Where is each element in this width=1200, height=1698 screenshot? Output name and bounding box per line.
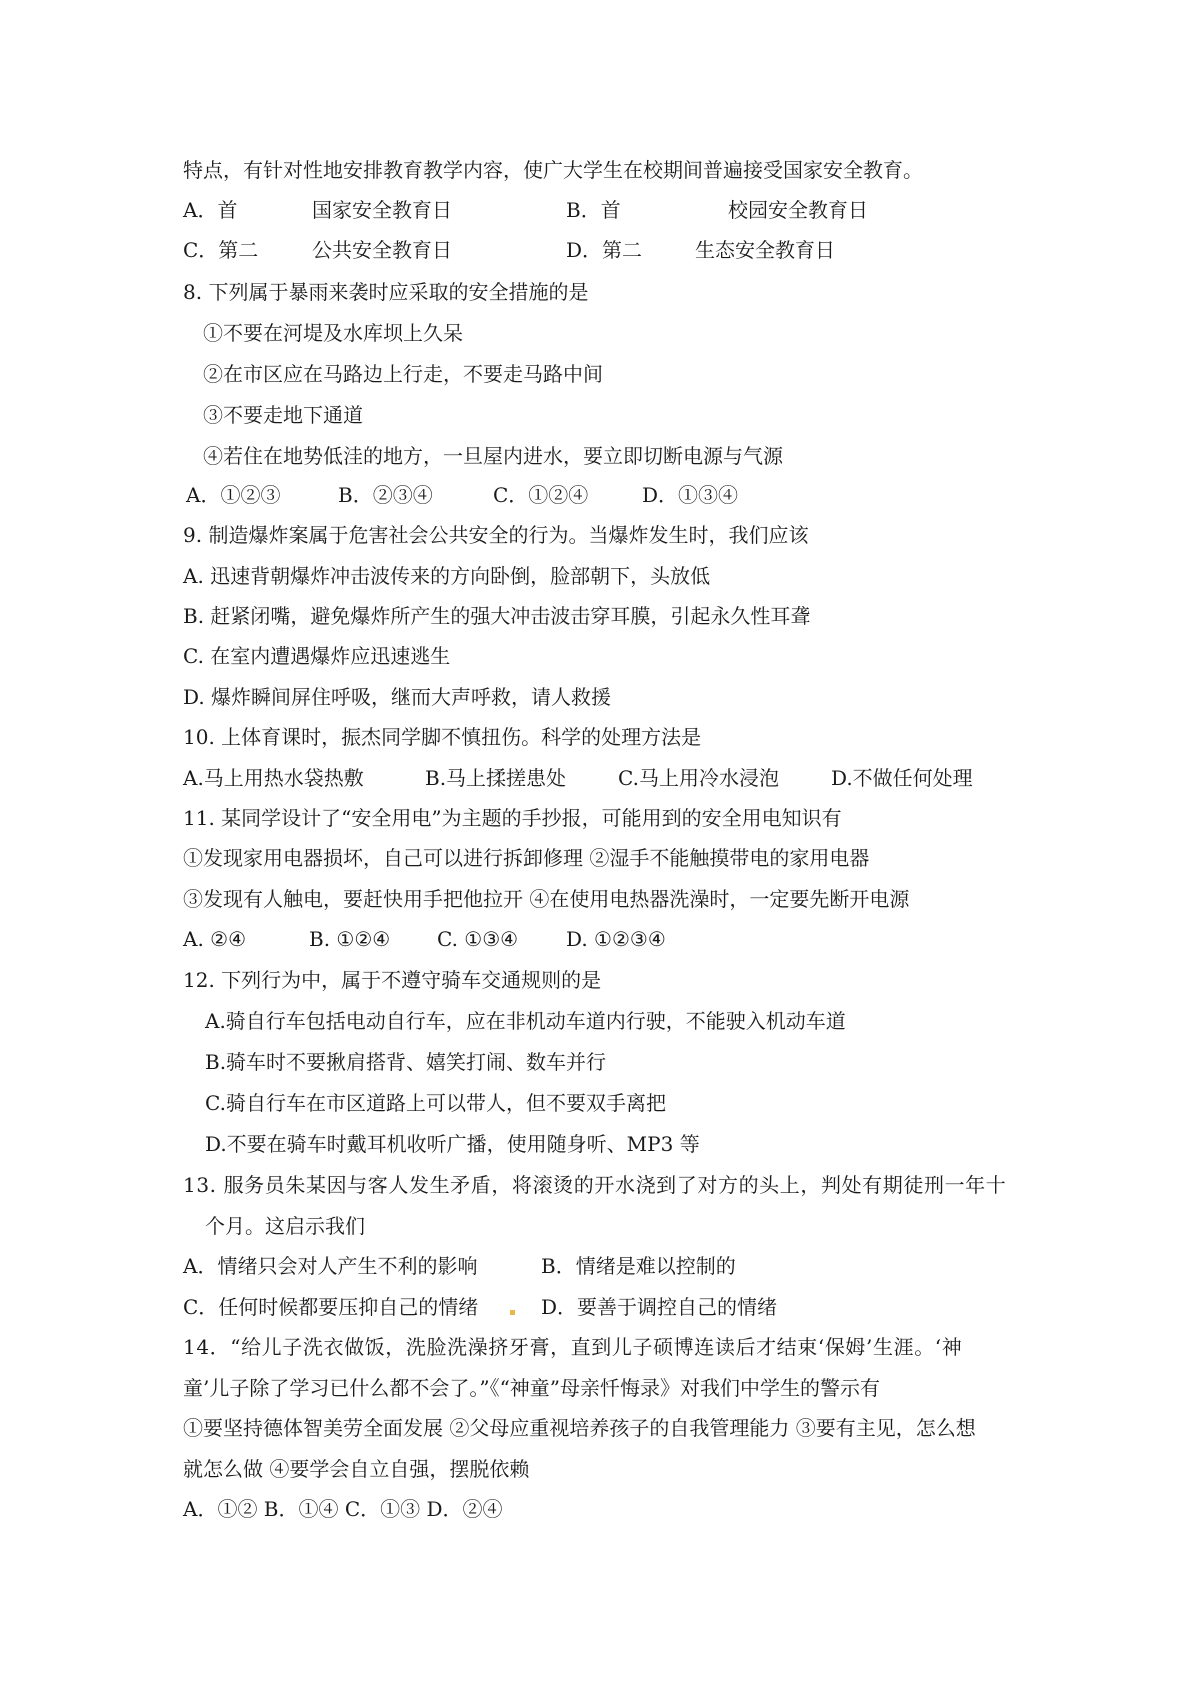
q10-option-b: B.马上揉搓患处 <box>425 766 567 790</box>
q13-stem-line-2: 个月。这启示我们 <box>205 1214 365 1238</box>
q14-items-line-1: ①要坚持德体智美劳全面发展 ②父母应重视培养孩子的自我管理能力 ③要有主见，怎么想 <box>183 1416 976 1440</box>
q10-stem: 10. 上体育课时，振杰同学脚不慎扭伤。科学的处理方法是 <box>183 725 702 749</box>
q9-option-c: C. 在室内遭遇爆炸应迅速逃生 <box>183 644 451 668</box>
q8-option-a: A．①②③ <box>186 483 281 507</box>
q10-option-d: D.不做任何处理 <box>831 766 973 790</box>
q14-items-line-2: 就怎么做 ④要学会自立自强，摆脱依赖 <box>183 1457 530 1481</box>
q7-option-a-key: A．首 <box>183 198 238 222</box>
q13-option-b: B．情绪是难以控制的 <box>541 1254 736 1278</box>
q7-option-c-key: C．第二 <box>183 238 259 262</box>
q8-item-2: ②在市区应在马路边上行走，不要走马路中间 <box>203 362 603 386</box>
q14-options: A．①② B．①④ C．①③ D．②④ <box>183 1497 503 1521</box>
q8-item-4: ④若住在地势低洼的地方，一旦屋内进水，要立即切断电源与气源 <box>203 444 783 468</box>
q7-option-c-text: 公共安全教育日 <box>312 238 452 262</box>
q14-stem-line-2: 童’儿子除了学习已什么都不会了。”《“神童”母亲忏悔录》对我们中学生的警示有 <box>183 1376 881 1400</box>
q8-option-c: C．①②④ <box>493 483 589 507</box>
q7-option-a-text: 国家安全教育日 <box>312 198 452 222</box>
q11-option-d: D. ①②③④ <box>566 927 666 951</box>
q7-option-b-key: B．首 <box>566 198 621 222</box>
q11-option-a: A. ②④ <box>183 927 247 951</box>
q8-option-b: B．②③④ <box>338 483 433 507</box>
stray-mark <box>510 1310 515 1315</box>
q11-option-c: C. ①③④ <box>437 927 519 951</box>
q12-option-c: C.骑自行车在市区道路上可以带人，但不要双手离把 <box>205 1091 666 1115</box>
q7-option-d-key: D．第二 <box>566 238 643 262</box>
q14-stem-line-1: 14．“给儿子洗衣做饭，洗脸洗澡挤牙膏，直到儿子硕博连读后才结束‘保姆’生涯。‘神 <box>183 1335 963 1359</box>
q12-option-b: B.骑车时不要揪肩搭背、嬉笑打闹、数车并行 <box>205 1050 607 1074</box>
q8-stem: 8. 下列属于暴雨来袭时应采取的安全措施的是 <box>183 280 589 304</box>
q12-stem: 12. 下列行为中，属于不遵守骑车交通规则的是 <box>183 968 602 992</box>
q13-option-c: C．任何时候都要压抑自己的情绪 <box>183 1295 479 1319</box>
q9-option-d: D. 爆炸瞬间屏住呼吸，继而大声呼救，请人救援 <box>183 685 612 709</box>
q9-option-b: B. 赶紧闭嘴，避免爆炸所产生的强大冲击波击穿耳膜，引起永久性耳聋 <box>183 604 811 628</box>
q9-option-a: A. 迅速背朝爆炸冲击波传来的方向卧倒，脸部朝下，头放低 <box>183 564 711 588</box>
q7-continuation: 特点，有针对性地安排教育教学内容，使广大学生在校期间普遍接受国家安全教育。 <box>183 158 923 182</box>
q7-option-b-text: 校园安全教育日 <box>728 198 868 222</box>
q11-items-line-1: ①发现家用电器损坏，自己可以进行拆卸修理 ②湿手不能触摸带电的家用电器 <box>183 846 870 870</box>
q12-option-a: A.骑自行车包括电动自行车，应在非机动车道内行驶，不能驶入机动车道 <box>205 1009 846 1033</box>
q11-option-b: B. ①②④ <box>309 927 391 951</box>
q10-option-a: A.马上用热水袋热敷 <box>183 766 364 790</box>
q7-option-d-text: 生态安全教育日 <box>695 238 835 262</box>
q13-option-d: D．要善于调控自己的情绪 <box>541 1295 778 1319</box>
q11-stem: 11. 某同学设计了“安全用电”为主题的手抄报，可能用到的安全用电知识有 <box>183 806 842 830</box>
q12-option-d: D.不要在骑车时戴耳机收听广播，使用随身听、MP3 等 <box>205 1132 700 1156</box>
q9-stem: 9. 制造爆炸案属于危害社会公共安全的行为。当爆炸发生时，我们应该 <box>183 523 809 547</box>
q13-option-a: A．情绪只会对人产生不利的影响 <box>183 1254 478 1278</box>
q13-stem-line-1: 13. 服务员朱某因与客人发生矛盾，将滚烫的开水浇到了对方的头上，判处有期徒刑一年十 <box>183 1173 1007 1197</box>
q8-item-1: ①不要在河堤及水库坝上久呆 <box>203 321 463 345</box>
q8-option-d: D．①③④ <box>642 483 739 507</box>
q10-option-c: C.马上用冷水浸泡 <box>618 766 779 790</box>
q8-item-3: ③不要走地下通道 <box>203 403 363 427</box>
q11-items-line-2: ③发现有人触电，要赶快用手把他拉开 ④在使用电热器洗澡时，一定要先断开电源 <box>183 887 910 911</box>
